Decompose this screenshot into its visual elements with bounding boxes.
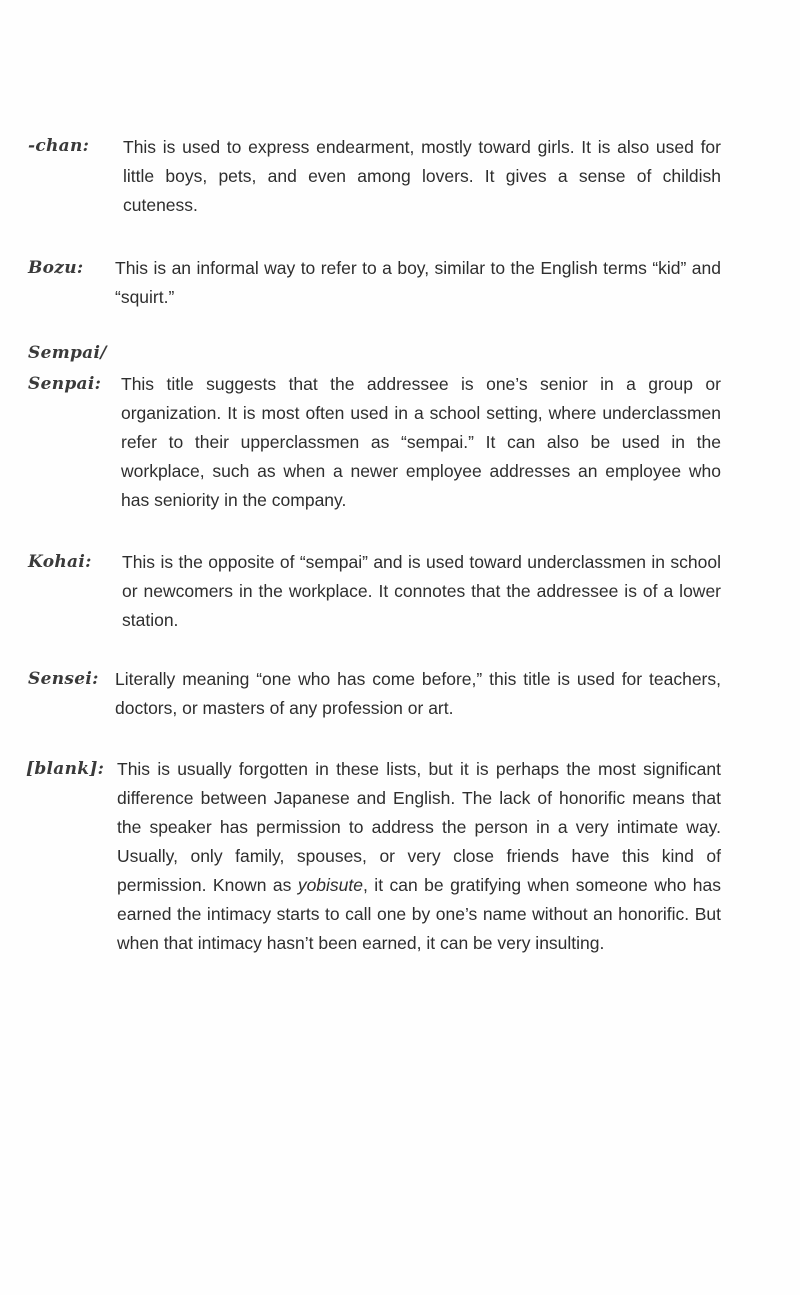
definition-blank [117, 755, 721, 958]
definition-bozu: This is an informal way to refer to a boy, similar to the English terms “kid” and “squirt.” [115, 258, 721, 307]
definition-chan: This is used to express endearment, mostly toward girls. It is also used for little boys, pets, and even among lovers. It gives a sense of childish cuteness. [123, 137, 721, 215]
term-sempai: Sempai/ [28, 343, 107, 363]
term-kohai: Kohai: [28, 552, 92, 572]
definition-blank-part2: , it can be gratifying when someone who has earned the intimacy starts to call one by one’s name without an honorific. But when that intimacy hasn’t been earned, it can be very insulting. [117, 875, 722, 953]
definition-senpai: This title suggests that the addressee is one’s senior in a group or organization. It is most often used in a school setting, where underclassmen refer to their upperclassmen as “sempai.” It can also be used in the workplace, such as when a newer employee addresses an employee who has seniority in the company. [121, 374, 721, 510]
definition-blank-part1: This is usually forgotten in these lists, but it is perhaps the most significant difference between Japanese and English. The lack of honorific means that the speaker has permission to address the person in a very intimate way. Usually, only family, spouses, or very close friends have this kind of permission. Known as [117, 759, 721, 895]
definition-kohai: This is the opposite of “sempai” and is used toward underclassmen in school or newcomers in the workplace. It connotes that the addressee is of a lower station. [122, 552, 721, 630]
term-bozu: Bozu: [28, 258, 84, 278]
term-chan: -chan: [28, 136, 90, 156]
definition-blank-term-yobisute: yobisute [297, 875, 363, 895]
definition-sensei: Literally meaning “one who has come before,” this title is used for teachers, doctors, or masters of any profession or art. [115, 669, 721, 718]
term-sensei: Sensei: [28, 669, 99, 689]
term-senpai: Senpai: [28, 374, 102, 394]
term-blank: [blank]: [26, 759, 105, 779]
